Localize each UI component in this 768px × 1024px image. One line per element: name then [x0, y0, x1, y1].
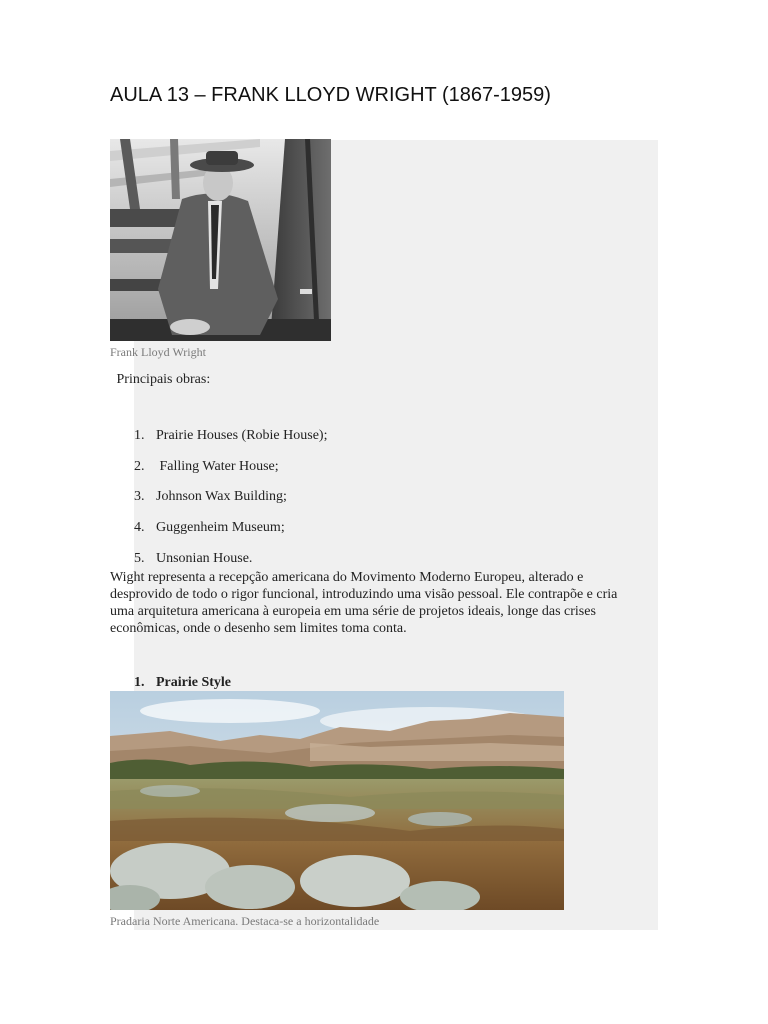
page-title: AULA 13 – FRANK LLOYD WRIGHT (1867-1959) — [110, 84, 551, 106]
portrait-caption: Frank Lloyd Wright — [110, 345, 206, 359]
works-intro: Principais obras: — [113, 372, 211, 387]
description-paragraph: Wight representa a recepção americana do Movimento Moderno Europeu, alterado e desprovido de todo o rigor funcional, introduzindo uma visão pessoal. Ele contrapõe e cria uma arquitetura americana à europeia em uma série de projetos ideais, longe das crises econômicas, onde o desenho sem limites toma conta. — [110, 570, 618, 636]
prairie-caption: Pradaria Norte Americana. Destaca-se a horizontalidade — [110, 914, 380, 928]
list-item: 4. Guggenheim Museum; — [134, 520, 285, 536]
works-list — [134, 427, 327, 580]
portrait-photo — [110, 139, 331, 341]
list-item: 1. Prairie Houses (Robie House); — [134, 428, 328, 443]
prairie-photo — [110, 691, 564, 910]
list-item: 3. Johnson Wax Building; — [134, 489, 287, 505]
list-item: 5. Unsonian House. — [134, 550, 253, 566]
section-heading: 1. Prairie Style — [134, 675, 232, 690]
list-item: 2. Falling Water House; — [134, 458, 279, 474]
